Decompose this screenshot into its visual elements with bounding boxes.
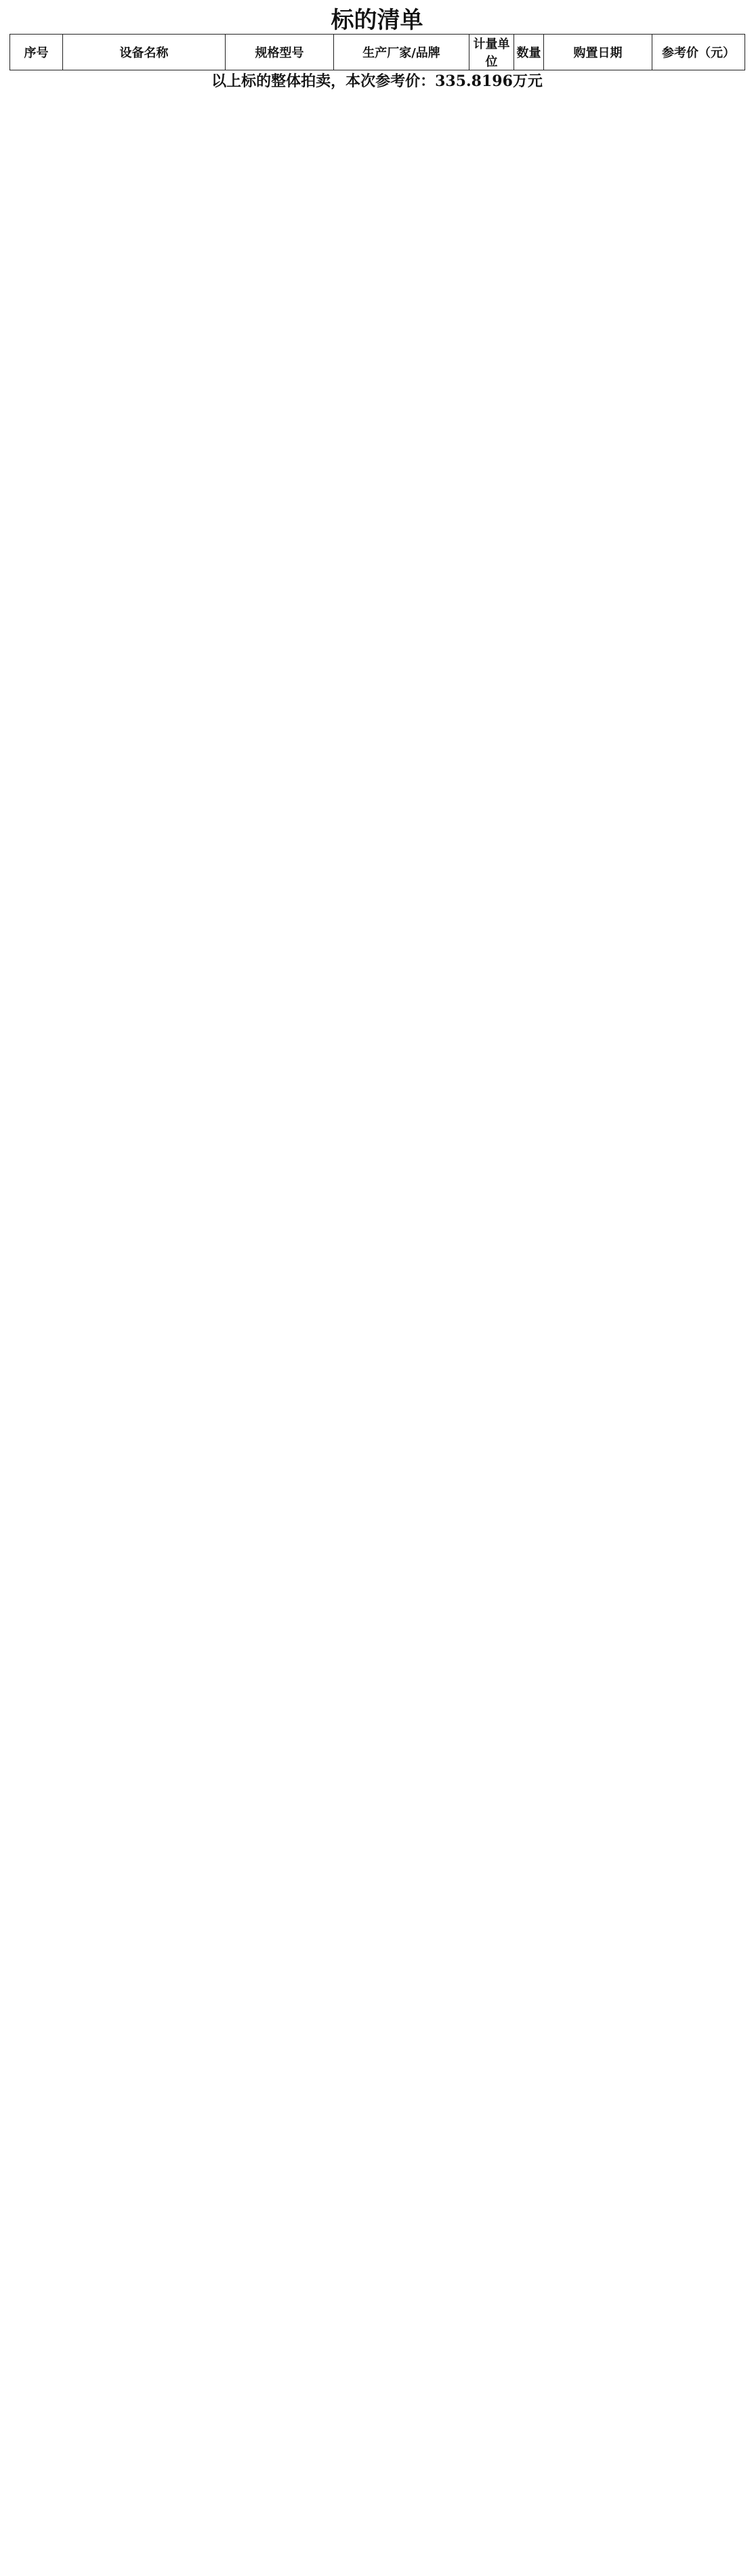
column-header-index: 序号 <box>10 35 63 70</box>
column-header-name: 设备名称 <box>63 35 226 70</box>
table-header-row <box>10 35 745 70</box>
column-header-model: 规格型号 <box>226 35 334 70</box>
column-header-date: 购置日期 <box>544 35 652 70</box>
asset-list-sheet <box>9 7 745 92</box>
column-header-unit: 计量单位 <box>469 35 514 70</box>
column-header-maker: 生产厂家/品牌 <box>334 35 469 70</box>
asset-table <box>9 34 745 70</box>
page-title: 标的清单 <box>331 7 423 34</box>
column-header-qty: 数量 <box>514 35 544 70</box>
total-price-footer: 以上标的整体拍卖，本次参考价：335.8196万元 <box>211 72 543 90</box>
column-header-price: 参考价（元） <box>652 35 745 70</box>
